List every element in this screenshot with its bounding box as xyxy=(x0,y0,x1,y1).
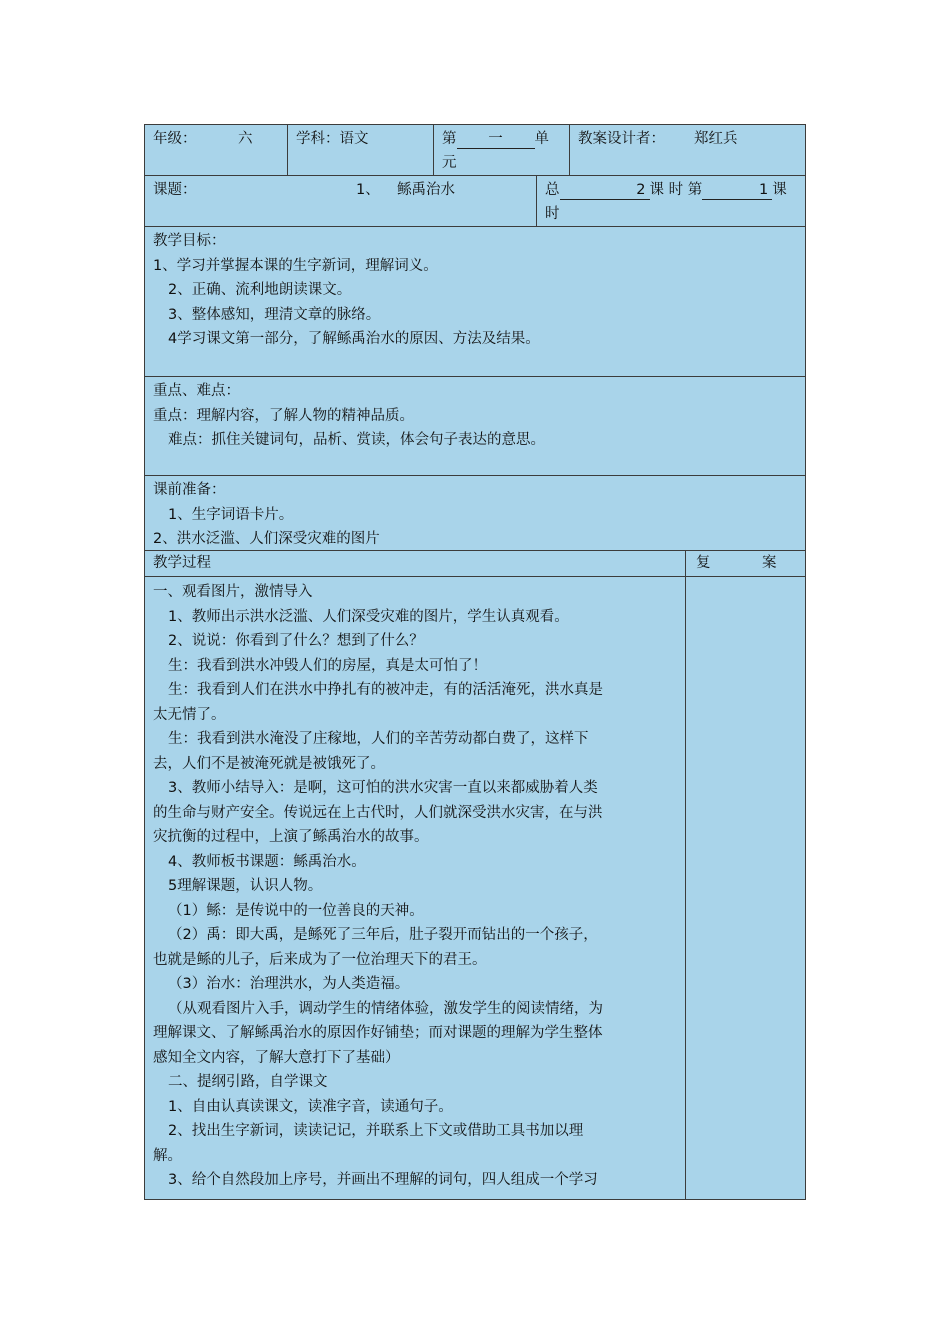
process-line: 二、提纲引路，自学课文 xyxy=(168,1074,328,1090)
designer-label: 教案设计者： xyxy=(578,131,665,147)
process-line: 一、观看图片，激情导入 xyxy=(153,584,313,600)
process-line: 2、找出生字新词，读读记记，并联系上下文或借助工具书加以理 xyxy=(168,1123,584,1139)
period-tail: 时 xyxy=(545,206,560,222)
keypoints-section xyxy=(144,376,806,476)
period-suffix: 课 xyxy=(772,182,787,198)
review-header-cell xyxy=(685,551,807,576)
process-line: 3、给个自然段加上序号，并画出不理解的词句，四人组成一个学习 xyxy=(168,1172,598,1188)
keypoint-item: 重点：理解内容，了解人物的精神品质。 xyxy=(153,407,414,424)
process-line: 生：我看到洪水淹没了庄稼地，人们的辛苦劳动都白费了，这样下 xyxy=(168,731,589,747)
process-line: （2）禹：即大禹，是鲧死了三年后，肚子裂开而钻出的一个孩子， xyxy=(168,927,598,943)
preparation-item: 2、洪水泛滥、人们深受灾难的图片 xyxy=(153,531,380,547)
process-line: 2、说说：你看到了什么？想到了什么？ xyxy=(168,633,424,649)
process-line: 生：我看到洪水冲毁人们的房屋，真是太可怕了！ xyxy=(168,657,487,674)
process-line: 生：我看到人们在洪水中挣扎有的被冲走，有的活活淹死，洪水真是 xyxy=(168,682,603,698)
unit-prefix: 第 xyxy=(442,131,457,147)
process-line: 的生命与财产安全。传说远在上古代时，人们就深受洪水灾害，在与洪 xyxy=(153,804,603,821)
unit-tail: 元 xyxy=(442,155,457,171)
process-heading: 教学过程 xyxy=(153,555,211,571)
objective-item: 2、正确、流利地朗读课文。 xyxy=(168,282,352,298)
process-line: 灾抗衡的过程中，上演了鲧禹治水的故事。 xyxy=(153,829,429,845)
process-line: 感知全文内容，了解大意打下了基础） xyxy=(153,1049,400,1066)
topic-row xyxy=(144,175,806,227)
topic-number: 1、 xyxy=(356,182,380,198)
header-row xyxy=(144,124,806,176)
objective-item: 4学习课文第一部分，了解鲧禹治水的原因、方法及结果。 xyxy=(168,331,540,347)
designer-name: 郑红兵 xyxy=(694,131,738,147)
preparation-text xyxy=(153,478,380,552)
process-line: 4、教师板书课题：鲧禹治水。 xyxy=(168,853,366,870)
objectives-text xyxy=(153,229,540,352)
process-line: 去，人们不是被淹死就是被饿死了。 xyxy=(153,755,385,772)
period-mid: 课 时 第 xyxy=(649,182,703,198)
subject-cell xyxy=(287,125,433,175)
unit-number: 一 xyxy=(457,130,535,149)
current-period: 1 xyxy=(702,181,772,200)
grade-value: 六 xyxy=(238,131,253,147)
process-line: 理解课文、了解鲧禹治水的原因作好铺垫；而对课题的理解为学生整体 xyxy=(153,1025,603,1041)
review-column xyxy=(685,577,807,1199)
objectives-section xyxy=(144,226,806,377)
objective-item: 3、整体感知，理清文章的脉络。 xyxy=(168,306,381,323)
process-line: 也就是鲧的儿子，后来成为了一位治理天下的君王。 xyxy=(153,951,487,968)
process-line: 3、教师小结导入：是啊，这可怕的洪水灾害一直以来都威胁着人类 xyxy=(168,780,598,796)
keypoints-text xyxy=(153,379,545,453)
process-line: （1）鲧：是传说中的一位善良的天神。 xyxy=(168,902,424,919)
keypoints-heading: 重点、难点： xyxy=(153,383,240,399)
unit-line xyxy=(442,127,549,152)
review-heading-a: 复 xyxy=(696,555,711,571)
process-text xyxy=(153,580,603,1193)
review-heading-b: 案 xyxy=(762,555,777,571)
process-body-row xyxy=(144,576,806,1200)
process-line: （3）治水：治理洪水，为人类造福。 xyxy=(168,976,410,992)
designer-cell xyxy=(569,125,807,175)
process-line: 解。 xyxy=(153,1147,182,1164)
process-header-row xyxy=(144,550,806,577)
objective-item: 1、学习并掌握本课的生字新词，理解词义。 xyxy=(153,257,438,274)
process-line: 1、自由认真读课文，读准字音，读通句子。 xyxy=(168,1098,453,1115)
process-line: 1、教师出示洪水泛滥、人们深受灾难的图片，学生认真观看。 xyxy=(168,608,569,625)
keypoint-item: 难点：抓住关键词句，品析、赏读，体会句子表达的意思。 xyxy=(168,432,545,448)
unit-cell xyxy=(433,125,569,175)
objectives-heading: 教学目标： xyxy=(153,233,226,249)
preparation-section xyxy=(144,475,806,551)
subject-label: 学科：语文 xyxy=(296,131,369,147)
process-line: 5理解课题，认识人物。 xyxy=(168,878,323,894)
preparation-heading: 课前准备： xyxy=(153,482,226,498)
topic-title: 鲧禹治水 xyxy=(397,182,455,198)
total-periods: 2 xyxy=(560,181,650,200)
total-prefix: 总 xyxy=(545,182,560,198)
grade-label: 年级： xyxy=(153,131,197,147)
period-cell xyxy=(536,176,807,226)
topic-label: 课题： xyxy=(153,182,197,198)
process-line: （从观看图片入手，调动学生的情绪体验，激发学生的阅读情绪，为 xyxy=(168,1000,603,1017)
preparation-item: 1、生字词语卡片。 xyxy=(168,506,294,523)
unit-suffix: 单 xyxy=(534,131,549,147)
process-line: 太无情了。 xyxy=(153,706,226,723)
period-line xyxy=(545,178,787,203)
